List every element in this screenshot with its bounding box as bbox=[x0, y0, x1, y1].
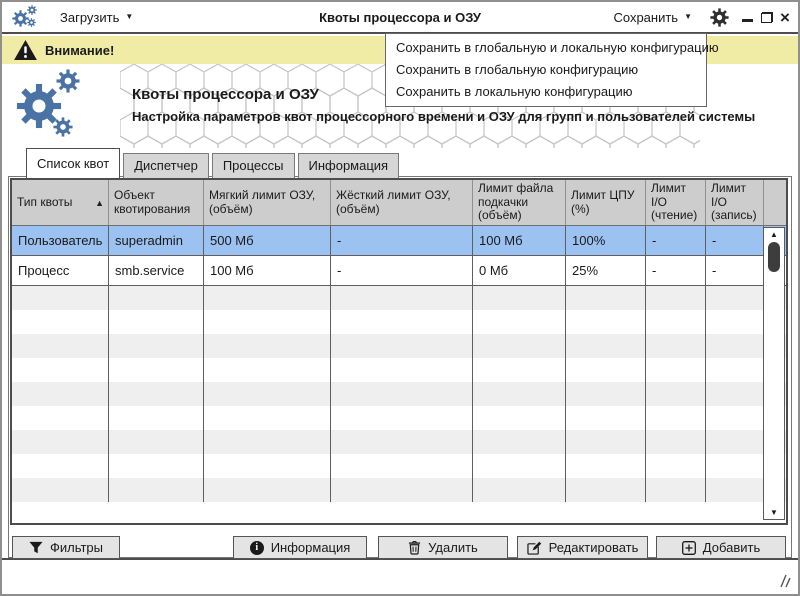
edit-button-label: Редактировать bbox=[548, 540, 639, 555]
empty-cell bbox=[331, 478, 473, 502]
table-cell[interactable]: - bbox=[331, 226, 473, 255]
edit-pencil-icon bbox=[527, 541, 542, 555]
empty-cell bbox=[12, 406, 109, 430]
warning-label: Внимание! bbox=[45, 42, 115, 58]
info-icon: i bbox=[250, 541, 264, 555]
empty-cell bbox=[204, 454, 331, 478]
edit-button[interactable] bbox=[517, 536, 648, 559]
table-row[interactable] bbox=[12, 226, 786, 256]
table-body bbox=[12, 226, 786, 523]
table-cell[interactable]: superadmin bbox=[109, 226, 204, 255]
minimize-button[interactable] bbox=[738, 6, 756, 28]
empty-cell bbox=[204, 310, 331, 334]
empty-cell bbox=[204, 286, 331, 310]
table-cell[interactable]: - bbox=[646, 226, 706, 255]
empty-cell bbox=[706, 454, 764, 478]
empty-cell bbox=[204, 478, 331, 502]
empty-cell bbox=[331, 310, 473, 334]
column-header-label: Лимит ЦПУ (%) bbox=[571, 187, 635, 216]
table-cell[interactable]: smb.service bbox=[109, 256, 204, 285]
empty-row bbox=[12, 382, 786, 406]
empty-cell bbox=[646, 478, 706, 502]
table-cell[interactable]: - bbox=[706, 226, 764, 255]
maximize-button[interactable] bbox=[758, 6, 776, 28]
delete-button-label: Удалить bbox=[428, 540, 478, 555]
plus-icon bbox=[682, 541, 696, 555]
empty-cell bbox=[566, 310, 646, 334]
empty-cell bbox=[204, 430, 331, 454]
empty-cell bbox=[473, 454, 566, 478]
empty-row bbox=[12, 478, 786, 502]
column-header-label: Лимит файла подкачки (объём) bbox=[478, 180, 554, 223]
scrollbar-thumb[interactable] bbox=[768, 242, 780, 272]
table-cell[interactable]: 0 Мб bbox=[473, 256, 566, 285]
page-title: Квоты процессора и ОЗУ bbox=[132, 86, 319, 103]
empty-cell bbox=[473, 382, 566, 406]
empty-cell bbox=[204, 334, 331, 358]
empty-cell bbox=[331, 430, 473, 454]
page-gears-icon bbox=[16, 68, 82, 144]
empty-cell bbox=[331, 454, 473, 478]
table-header-row bbox=[12, 180, 786, 226]
empty-cell bbox=[12, 310, 109, 334]
close-icon: × bbox=[780, 7, 790, 27]
empty-cell bbox=[473, 358, 566, 382]
empty-cell bbox=[566, 478, 646, 502]
empty-cell bbox=[473, 406, 566, 430]
empty-cell bbox=[646, 334, 706, 358]
load-menu-button[interactable] bbox=[52, 6, 141, 29]
empty-cell bbox=[109, 406, 204, 430]
empty-row bbox=[12, 358, 786, 382]
empty-row bbox=[12, 334, 786, 358]
empty-cell bbox=[566, 286, 646, 310]
delete-button[interactable] bbox=[378, 536, 508, 559]
table-cell[interactable]: 500 Мб bbox=[204, 226, 331, 255]
empty-cell bbox=[566, 382, 646, 406]
column-header-label: Лимит I/O (запись) bbox=[711, 180, 757, 223]
column-header-label: Жёсткий лимит ОЗУ, (объём) bbox=[336, 187, 451, 216]
empty-cell bbox=[646, 310, 706, 334]
empty-row bbox=[12, 454, 786, 478]
empty-cell bbox=[109, 310, 204, 334]
empty-cell bbox=[473, 430, 566, 454]
settings-gear-button[interactable] bbox=[706, 4, 732, 30]
empty-cell bbox=[109, 454, 204, 478]
save-dropdown-menu bbox=[385, 33, 719, 107]
add-button[interactable] bbox=[656, 536, 786, 559]
empty-row bbox=[12, 286, 786, 310]
empty-cell bbox=[12, 358, 109, 382]
empty-cell bbox=[331, 406, 473, 430]
empty-cell bbox=[473, 334, 566, 358]
tab-quota-list[interactable]: Список квот bbox=[26, 148, 120, 178]
empty-cell bbox=[109, 334, 204, 358]
information-button-label: Информация bbox=[270, 540, 351, 555]
add-button-label: Добавить bbox=[702, 540, 761, 555]
empty-cell bbox=[204, 382, 331, 406]
empty-row bbox=[12, 430, 786, 454]
table-cell[interactable]: Процесс bbox=[12, 256, 109, 285]
app-logo-gears-icon bbox=[12, 4, 40, 30]
empty-cell bbox=[706, 286, 764, 310]
column-header[interactable] bbox=[566, 180, 646, 225]
empty-cell bbox=[331, 286, 473, 310]
empty-cell bbox=[706, 430, 764, 454]
column-header[interactable] bbox=[331, 180, 473, 225]
filters-button-label: Фильтры bbox=[49, 540, 103, 555]
empty-cell bbox=[331, 358, 473, 382]
empty-cell bbox=[473, 478, 566, 502]
empty-cell bbox=[109, 430, 204, 454]
empty-cell bbox=[706, 478, 764, 502]
column-header-label: Тип квоты bbox=[17, 194, 73, 209]
title-bar bbox=[2, 2, 798, 34]
quota-table bbox=[10, 178, 788, 525]
table-cell[interactable]: 100 Мб bbox=[204, 256, 331, 285]
tab-dispatcher[interactable]: Диспетчер bbox=[123, 153, 209, 178]
menu-item-save-global-and-local[interactable]: Сохранить в глобальную и локальную конфигурацию bbox=[396, 40, 719, 55]
empty-cell bbox=[109, 478, 204, 502]
empty-cell bbox=[12, 478, 109, 502]
empty-cell bbox=[204, 358, 331, 382]
column-header[interactable] bbox=[473, 180, 566, 225]
menu-item-save-local[interactable]: Сохранить в локальную конфигурацию bbox=[396, 84, 633, 99]
empty-cell bbox=[331, 382, 473, 406]
save-menu-button[interactable] bbox=[605, 6, 700, 29]
empty-cell bbox=[706, 334, 764, 358]
filters-button[interactable] bbox=[12, 536, 120, 559]
empty-cell bbox=[706, 382, 764, 406]
tab-processes[interactable]: Процессы bbox=[212, 153, 295, 178]
empty-cell bbox=[566, 358, 646, 382]
empty-cell bbox=[473, 286, 566, 310]
table-cell[interactable]: 100% bbox=[566, 226, 646, 255]
table-cell[interactable]: - bbox=[706, 256, 764, 285]
empty-cell bbox=[204, 406, 331, 430]
column-header[interactable] bbox=[706, 180, 764, 225]
table-cell[interactable]: - bbox=[331, 256, 473, 285]
empty-cell bbox=[646, 454, 706, 478]
empty-cell bbox=[566, 430, 646, 454]
empty-cell bbox=[109, 358, 204, 382]
empty-cell bbox=[473, 310, 566, 334]
empty-cell bbox=[706, 358, 764, 382]
chevron-down-icon: ▼ bbox=[125, 12, 134, 21]
empty-cell bbox=[12, 382, 109, 406]
close-button[interactable] bbox=[778, 6, 796, 28]
table-cell[interactable]: - bbox=[646, 256, 706, 285]
table-cell[interactable]: 100 Мб bbox=[473, 226, 566, 255]
filter-funnel-icon bbox=[29, 541, 43, 554]
status-bar bbox=[2, 558, 798, 594]
empty-cell bbox=[566, 406, 646, 430]
minimize-icon bbox=[742, 19, 753, 22]
empty-row bbox=[12, 406, 786, 430]
column-header-label: Мягкий лимит ОЗУ, (объём) bbox=[209, 187, 316, 216]
empty-cell bbox=[646, 430, 706, 454]
column-header[interactable] bbox=[646, 180, 706, 225]
empty-cell bbox=[706, 310, 764, 334]
scroll-down-arrow-icon[interactable]: ▼ bbox=[770, 508, 778, 517]
load-menu-label: Загрузить bbox=[60, 9, 120, 25]
empty-cell bbox=[646, 406, 706, 430]
column-header[interactable] bbox=[204, 180, 331, 225]
empty-cell bbox=[646, 358, 706, 382]
information-button[interactable] bbox=[233, 536, 367, 559]
menu-item-save-global[interactable]: Сохранить в глобальную конфигурацию bbox=[396, 62, 639, 77]
sort-ascending-icon: ▲ bbox=[95, 197, 104, 208]
empty-cell bbox=[109, 286, 204, 310]
scroll-up-arrow-icon[interactable]: ▲ bbox=[770, 230, 778, 239]
resize-grip[interactable] bbox=[775, 574, 791, 588]
column-header[interactable] bbox=[109, 180, 204, 225]
empty-cell bbox=[646, 382, 706, 406]
save-menu-label: Сохранить bbox=[613, 9, 679, 25]
vertical-scrollbar[interactable] bbox=[763, 227, 785, 520]
column-header-label: Лимит I/O (чтение) bbox=[651, 180, 698, 223]
table-cell[interactable]: 25% bbox=[566, 256, 646, 285]
table-cell[interactable]: Пользователь bbox=[12, 226, 109, 255]
column-header[interactable] bbox=[12, 180, 109, 225]
maximize-icon bbox=[761, 12, 773, 23]
header-scrollbar-corner bbox=[764, 180, 786, 225]
trash-icon bbox=[408, 541, 421, 555]
tab-information[interactable]: Информация bbox=[298, 153, 400, 178]
empty-cell bbox=[12, 454, 109, 478]
empty-cell bbox=[12, 334, 109, 358]
column-header-label: Объект квотирования bbox=[114, 187, 191, 216]
empty-cell bbox=[331, 334, 473, 358]
empty-cell bbox=[109, 382, 204, 406]
empty-cell bbox=[706, 406, 764, 430]
empty-cell bbox=[12, 286, 109, 310]
page-subtitle: Настройка параметров квот процессорного времени и ОЗУ для групп и пользователей системы bbox=[132, 109, 756, 124]
tab-bar bbox=[26, 148, 399, 178]
chevron-down-icon: ▼ bbox=[684, 12, 692, 21]
warning-triangle-icon bbox=[14, 40, 37, 60]
window-title: Квоты процессора и ОЗУ bbox=[319, 9, 481, 25]
table-row[interactable] bbox=[12, 256, 786, 286]
empty-cell bbox=[566, 454, 646, 478]
empty-cell bbox=[566, 334, 646, 358]
empty-cell bbox=[12, 430, 109, 454]
empty-cell bbox=[646, 286, 706, 310]
empty-row bbox=[12, 310, 786, 334]
